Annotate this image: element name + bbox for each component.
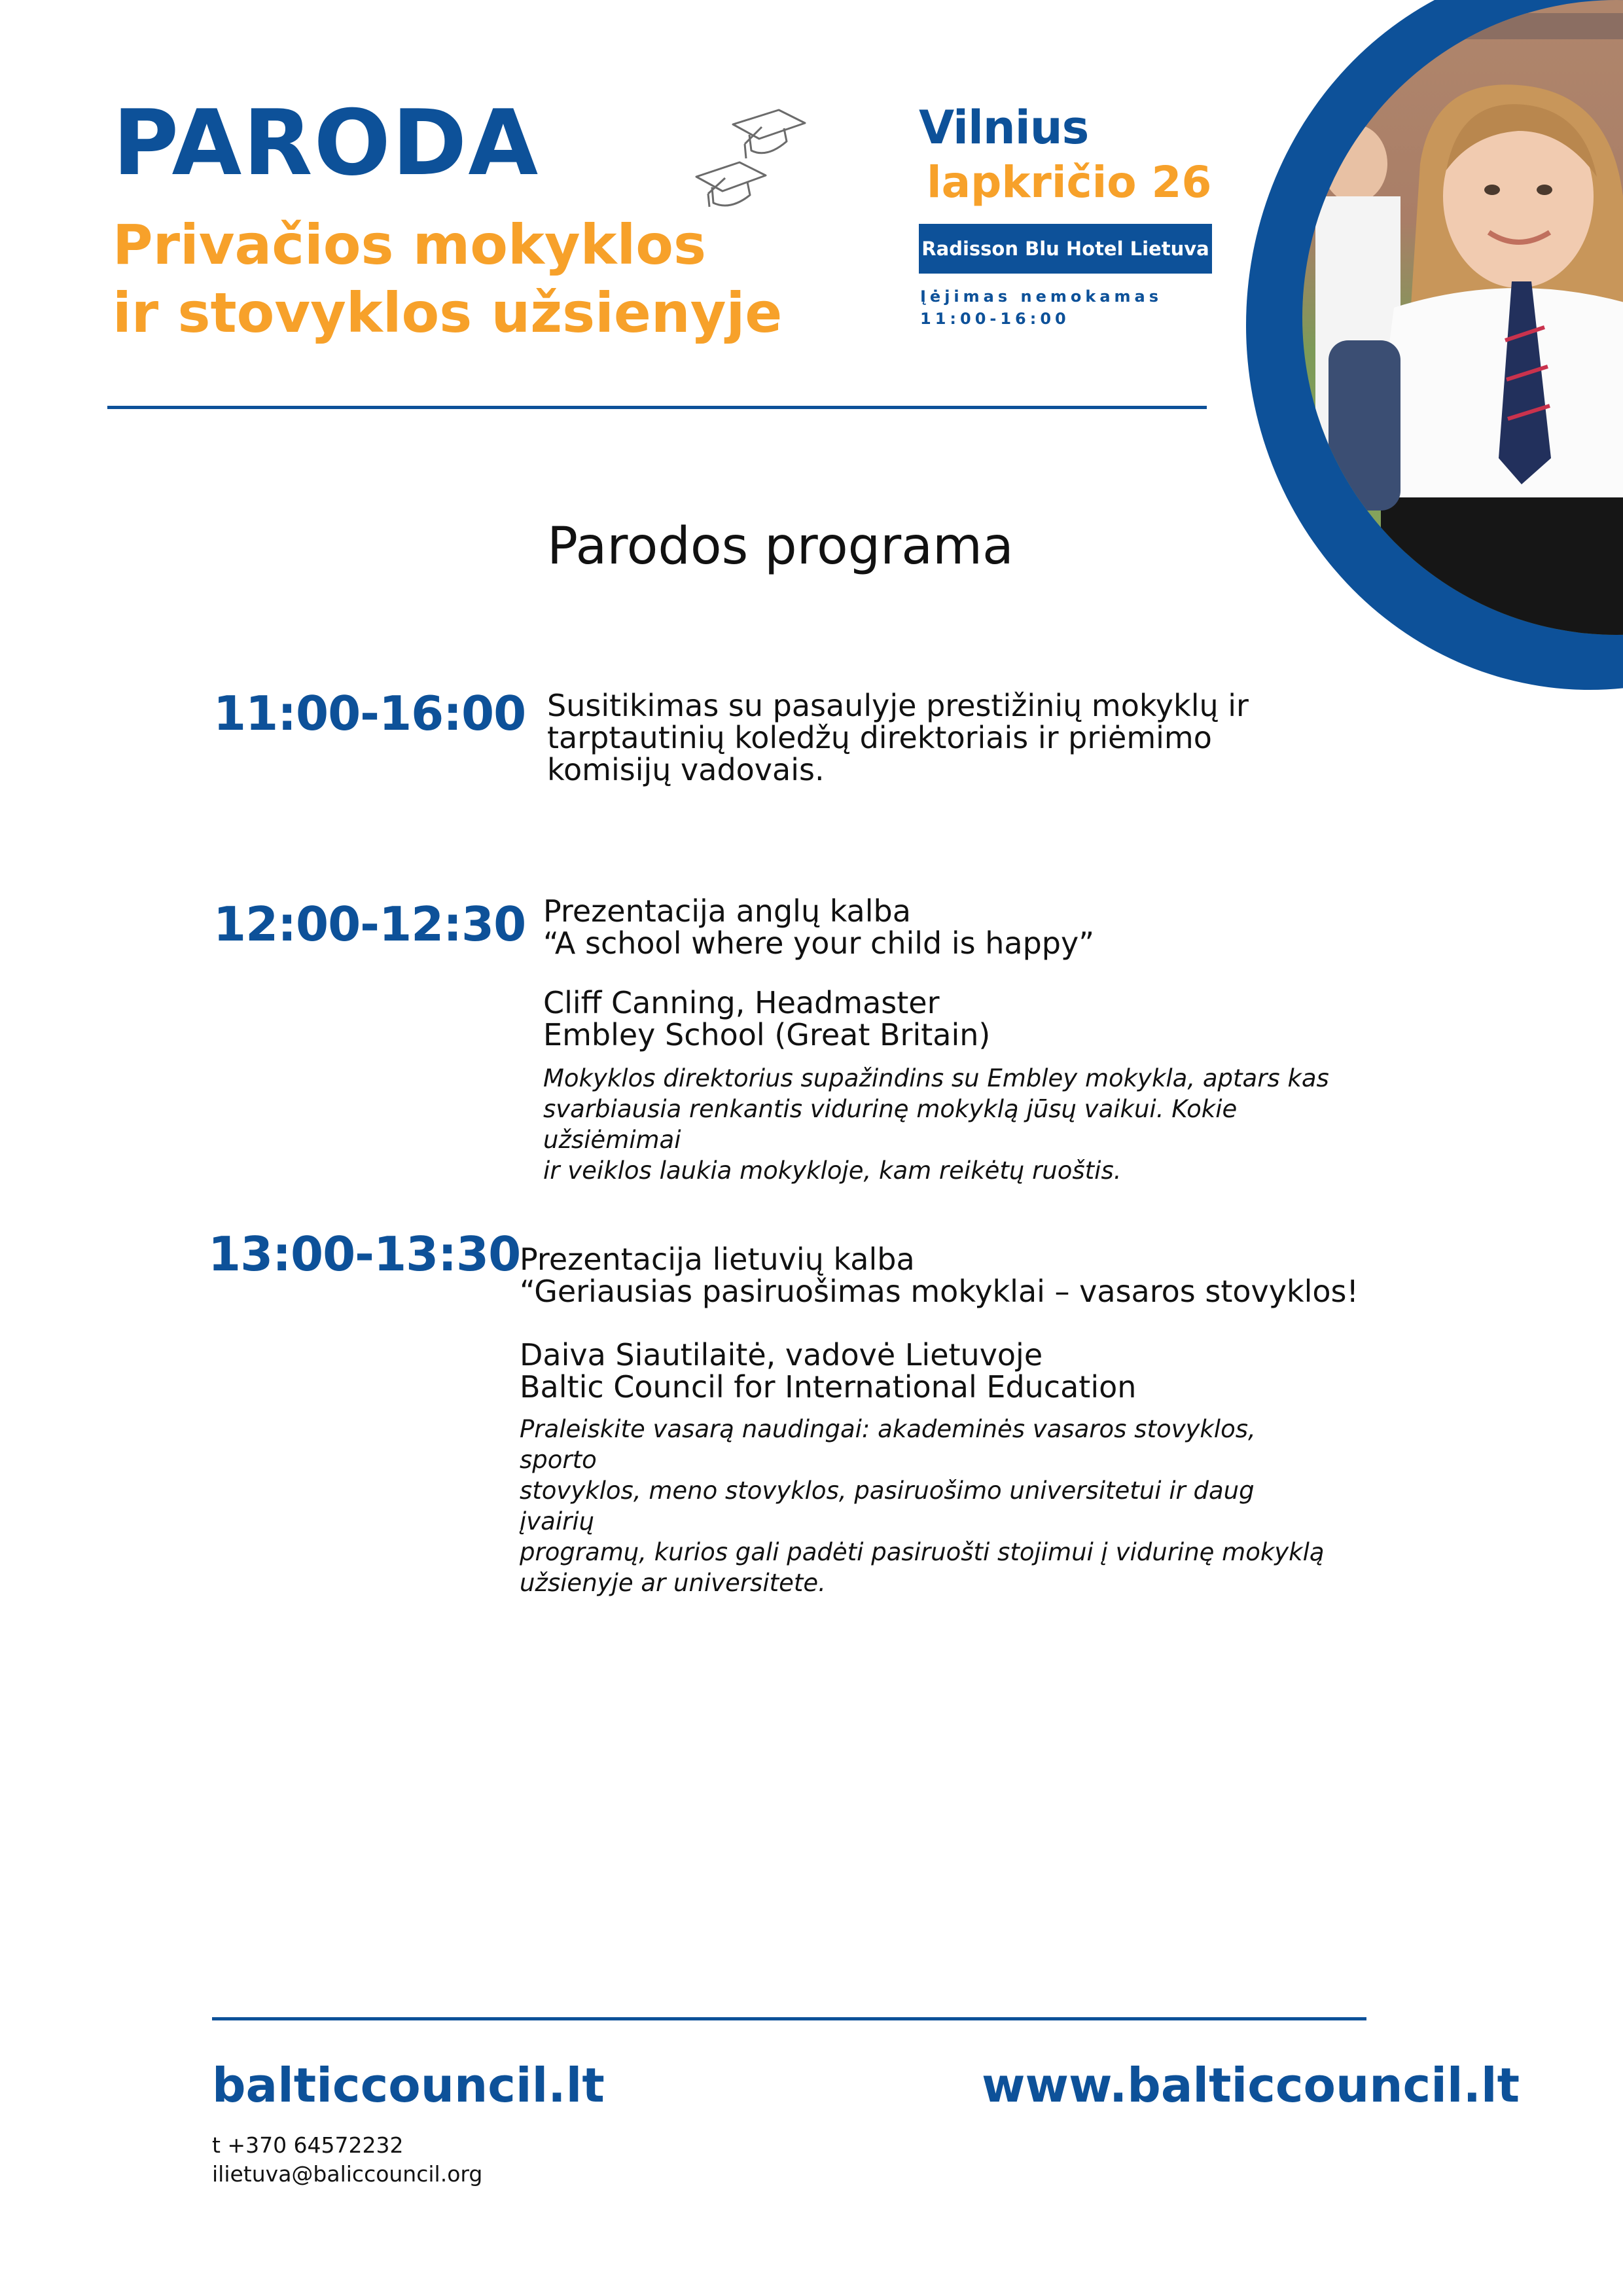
program-title: Parodos programa — [547, 517, 1014, 576]
text-line: Cliff Canning, Headmaster — [543, 985, 940, 1020]
text-line: užsienyje ar universitete. — [520, 1569, 826, 1597]
program-item-2-speaker — [543, 987, 1394, 1051]
contact-info — [212, 2131, 482, 2189]
text-line: programų, kurios gali padėti pasiruošti stojimui į vidurinę mokyklą — [520, 1538, 1325, 1566]
header-divider — [107, 406, 1207, 409]
text-line: Praleiskite vasarą naudingai: akademinės vasaros stovyklos, sporto — [520, 1415, 1256, 1474]
text-line: Susitikimas su pasaulyje prestižinių mokyklų ir — [547, 688, 1249, 723]
text-line: Mokyklos direktorius supažindins su Embley mokykla, aptars kas — [543, 1064, 1329, 1092]
subtitle-line: Privačios mokyklos — [113, 213, 706, 277]
program-item-3-details — [520, 1414, 1331, 1598]
program-item-1-time: 11:00-16:00 — [213, 686, 526, 741]
text-line: “Geriausias pasiruošimas mokyklai – vasaros stovyklos! — [520, 1274, 1359, 1309]
venue-badge: Radisson Blu Hotel Lietuva — [919, 224, 1212, 274]
phone-number: t +370 64572232 — [212, 2132, 404, 2158]
text-line: svarbiausia renkantis vidurinę mokyklą jūsų vaikui. Kokie užsiėmimai — [543, 1095, 1238, 1154]
site-link-short[interactable]: balticcouncil.lt — [212, 2058, 605, 2113]
text-line: Daiva Siautilaitė, vadovė Lietuvoje — [520, 1337, 1043, 1372]
email-address[interactable]: ilietuva@baliccouncil.org — [212, 2161, 483, 2187]
graduation-cap-icon — [694, 98, 818, 223]
program-item-3-title — [520, 1244, 1436, 1308]
program-item-2-time: 12:00-12:30 — [213, 897, 526, 952]
text-line: ir veiklos laukia mokykloje, kam reikėtų ruoštis. — [543, 1157, 1122, 1185]
text-line: Baltic Council for International Education — [520, 1369, 1137, 1405]
site-link-full[interactable]: www.balticcouncil.lt — [982, 2058, 1520, 2113]
page-title: PARODA — [113, 90, 540, 196]
program-item-1-description — [547, 690, 1398, 786]
program-item-2-details — [543, 1063, 1355, 1186]
event-date: lapkričio 26 — [927, 157, 1212, 207]
entry-info — [920, 285, 1162, 330]
text-line: tarptautinių koledžų direktoriais ir priėmimo — [547, 720, 1212, 755]
text-line: Prezentacija lietuvių kalba — [520, 1242, 915, 1277]
text-line: stovyklos, meno stovyklos, pasiruošimo universitetui ir daug įvairių — [520, 1477, 1255, 1535]
entry-fee: Įėjimas nemokamas — [920, 287, 1163, 306]
text-line: “A school where your child is happy” — [543, 925, 1095, 961]
footer-divider — [212, 2017, 1366, 2020]
program-item-3-time: 13:00-13:30 — [208, 1227, 521, 1282]
text-line: komisijų vadovais. — [547, 752, 825, 787]
program-item-3-speaker — [520, 1339, 1436, 1403]
page-subtitle — [113, 211, 898, 347]
text-line: Embley School (Great Britain) — [543, 1017, 991, 1052]
event-city: Vilnius — [919, 101, 1089, 154]
text-line: Prezentacija anglų kalba — [543, 893, 911, 929]
entry-hours: 11:00-16:00 — [920, 310, 1070, 328]
program-item-2-title — [543, 895, 1394, 960]
subtitle-line: ir stovyklos užsienyje — [113, 281, 783, 345]
